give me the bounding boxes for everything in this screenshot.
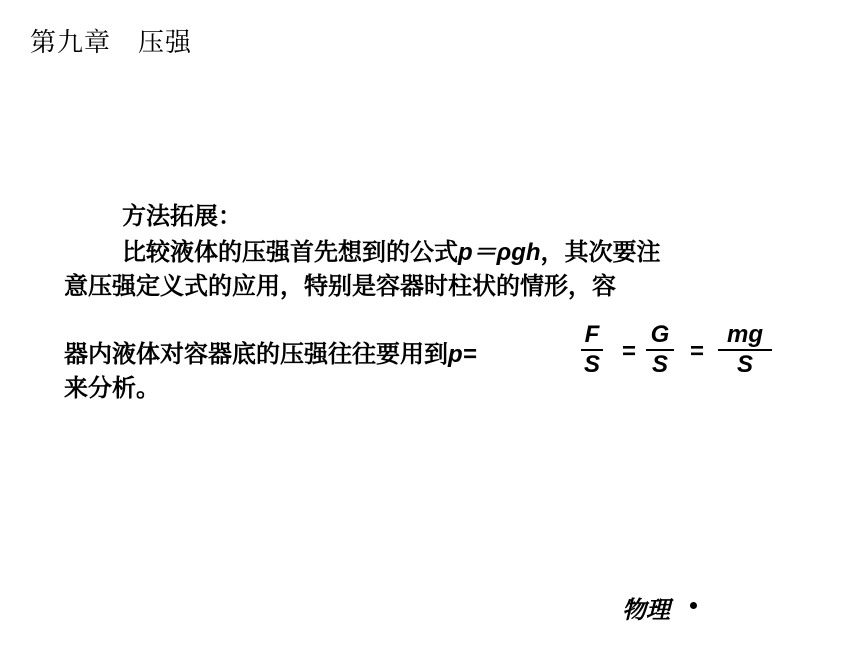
footer-bullet-dot bbox=[690, 602, 697, 609]
fraction-denominator: S bbox=[583, 351, 600, 378]
line1-suffix: ，其次要注 bbox=[540, 238, 661, 266]
section-heading: 方法拓展： bbox=[122, 202, 242, 230]
fraction-numerator: G bbox=[650, 321, 670, 348]
fraction-numerator: mg bbox=[727, 321, 763, 348]
paragraph-line-1 bbox=[122, 236, 661, 269]
p-equals: p= bbox=[448, 341, 477, 368]
chapter-title: 第九章 压强 bbox=[30, 28, 193, 58]
fraction-numerator: F bbox=[584, 321, 600, 348]
fraction-denominator: S bbox=[736, 351, 753, 378]
footer-subject-label: 物理 bbox=[622, 596, 670, 624]
line1-prefix: 比较液体的压强首先想到的公式 bbox=[122, 238, 458, 266]
paragraph-line-4: 来分析。 bbox=[64, 374, 160, 402]
fraction-denominator: S bbox=[651, 351, 668, 378]
fraction-f-over-s bbox=[581, 322, 603, 378]
pressure-formula: p＝ρgh bbox=[458, 239, 541, 266]
equals-sign-1: = bbox=[622, 338, 637, 365]
line3-prefix: 器内液体对容器底的压强往往要用到 bbox=[64, 340, 448, 368]
paragraph-line-2: 意压强定义式的应用，特别是容器时柱状的情形，容 bbox=[64, 272, 616, 300]
fraction-g-over-s bbox=[646, 322, 674, 378]
equals-sign-2: = bbox=[690, 338, 705, 365]
fraction-mg-over-s bbox=[718, 322, 772, 378]
paragraph-line-3 bbox=[64, 338, 477, 371]
